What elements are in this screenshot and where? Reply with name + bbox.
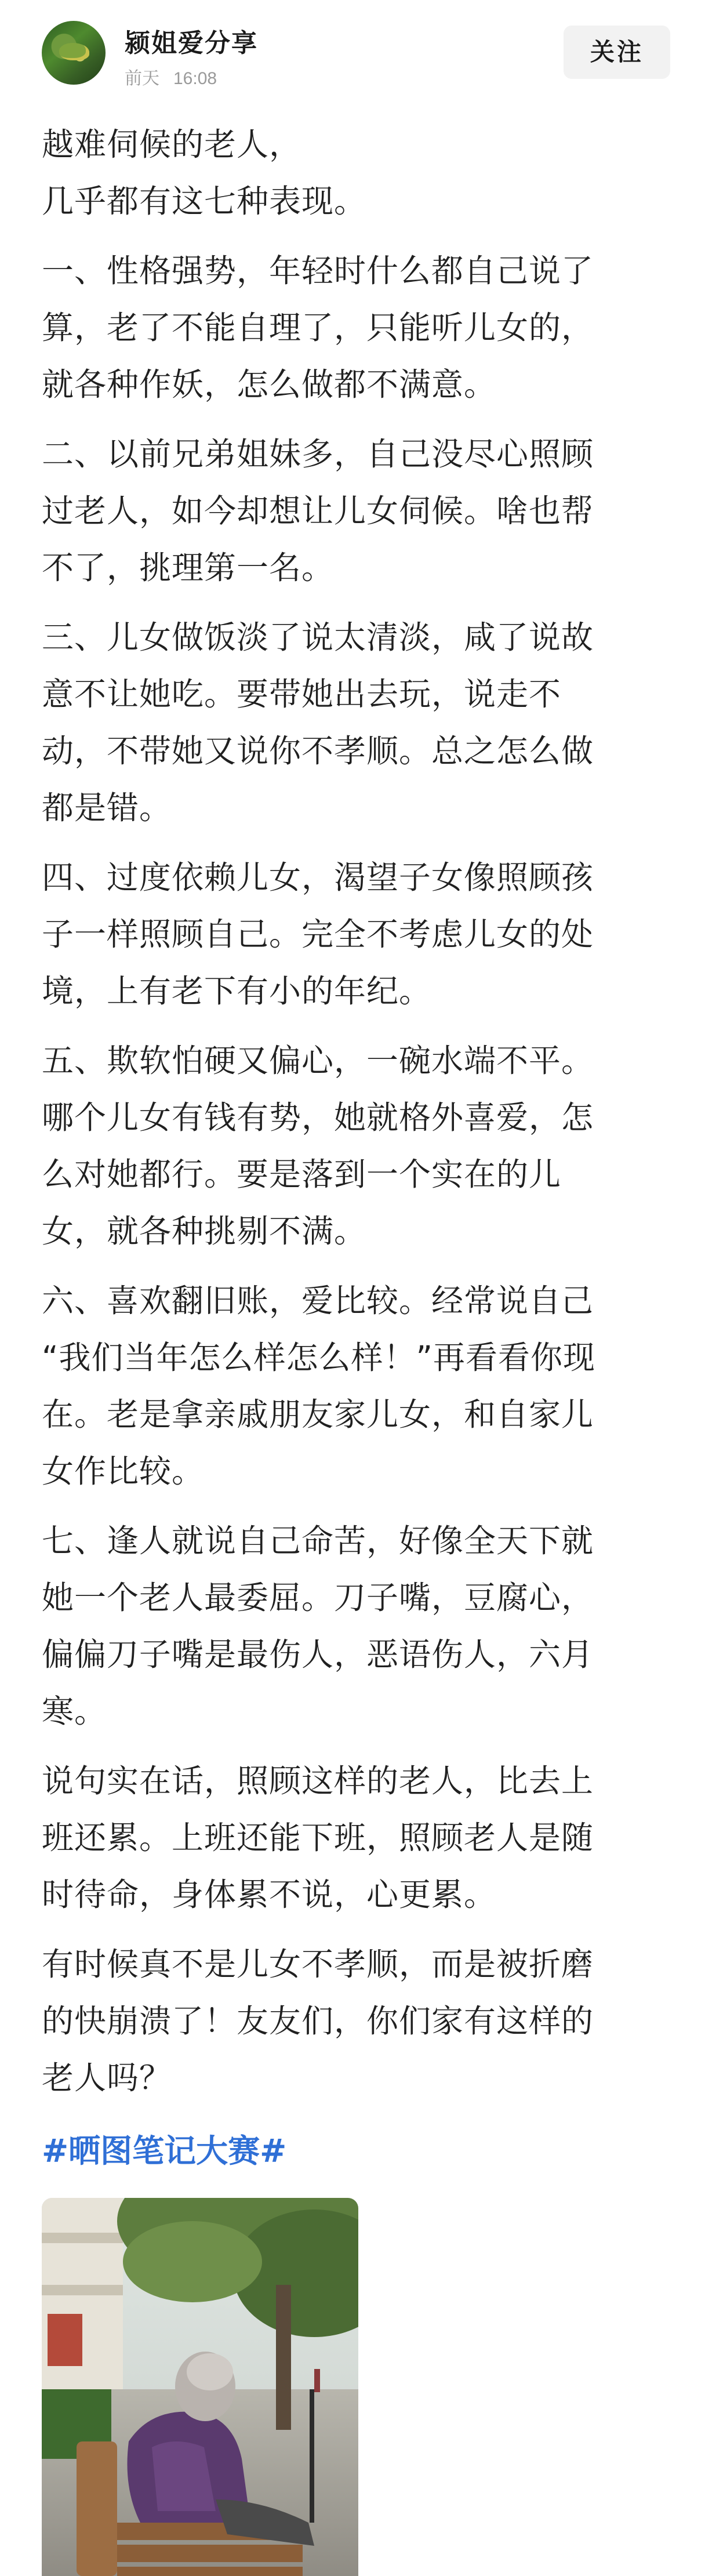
paragraph-line: 过老人，如今却想让儿女伺候。啥也帮 [42, 492, 594, 529]
paragraph-line: 三、儿女做饭淡了说太清淡，咸了说故 [42, 619, 594, 656]
post-timestamp [125, 64, 217, 89]
paragraph-line: 哪个儿女有钱有势，她就格外喜爱，怎 [42, 1099, 594, 1136]
post-paragraph [42, 242, 668, 413]
paragraph-line: 时待命，身体累不说，心更累。 [42, 1876, 497, 1913]
post-paragraph [42, 1032, 668, 1260]
post-paragraph [42, 426, 668, 596]
paragraph-line: 几乎都有这七种表现。 [42, 183, 367, 220]
paragraph-line: 意不让她吃。要带她出去玩，说走不 [42, 676, 562, 713]
paragraph-line: 么对她都行。要是落到一个实在的儿 [42, 1156, 562, 1193]
author-avatar[interactable] [42, 21, 106, 85]
paragraph-line: 的快崩溃了！友友们，你们家有这样的 [42, 2002, 594, 2040]
paragraph-line: 都是错。 [42, 789, 172, 826]
paragraph-line: 班还累。上班还能下班，照顾老人是随 [42, 1819, 594, 1856]
paragraph-line: 寒。 [42, 1693, 107, 1730]
post-paragraph [42, 1753, 668, 1923]
paragraph-line: 子一样照顾自己。完全不考虑儿女的处 [42, 916, 594, 953]
paragraph-line: 六、喜欢翻旧账，爱比较。经常说自己 [42, 1282, 594, 1319]
paragraph-line: 女作比较。 [42, 1453, 205, 1490]
paragraph-line: 五、欺软怕硬又偏心，一碗水端不平。 [42, 1042, 594, 1079]
paragraph-line: 她一个老人最委屈。刀子嘴，豆腐心， [42, 1579, 594, 1616]
paragraph-line: 算，老了不能自理了，只能听儿女的， [42, 309, 594, 346]
paragraph-line: 在。老是拿亲戚朋友家儿女，和自家儿 [42, 1396, 594, 1433]
post-paragraph [42, 609, 668, 836]
post-photo[interactable] [42, 2198, 358, 2576]
paragraph-line: 不了，挑理第一名。 [42, 549, 335, 586]
paragraph-line: 越难伺候的老人， [42, 126, 302, 163]
post-paragraph [42, 116, 668, 230]
paragraph-line: 就各种作妖，怎么做都不满意。 [42, 366, 497, 403]
paragraph-line: 偏偏刀子嘴是最伤人，恶语伤人，六月 [42, 1636, 594, 1673]
post-header [0, 0, 705, 104]
author-name[interactable]: 颍姐爱分享 [125, 28, 258, 58]
bird-icon [59, 43, 89, 60]
paragraph-line: 动，不带她又说你不孝顺。总之怎么做 [42, 732, 594, 770]
hashtag-link[interactable]: #晒图笔记大赛# [42, 2132, 287, 2169]
follow-button[interactable]: 关注 [564, 26, 670, 79]
paragraph-line: 四、过度依赖儿女，渴望子女像照顾孩 [42, 859, 594, 896]
paragraph-line: 有时候真不是儿女不孝顺，而是被折磨 [42, 1946, 594, 1983]
paragraph-line: 女，就各种挑剔不满。 [42, 1213, 367, 1250]
post-paragraph [42, 1512, 668, 1740]
elderly-woman-on-bench-image [42, 2198, 358, 2576]
post-day: 前天 [125, 69, 159, 88]
paragraph-line: 七、逢人就说自己命苦，好像全天下就 [42, 1522, 594, 1559]
post-body [42, 116, 668, 2119]
paragraph-line: 说句实在话，照顾这样的老人，比去上 [42, 1762, 594, 1799]
paragraph-line: 境，上有老下有小的年纪。 [42, 973, 432, 1010]
post-paragraph [42, 1936, 668, 2106]
post-paragraph [42, 1272, 668, 1500]
post-paragraph [42, 849, 668, 1019]
paragraph-line: “我们当年怎么样怎么样！”再看看你现 [42, 1339, 595, 1376]
paragraph-line: 老人吗？ [42, 2059, 172, 2096]
paragraph-line: 一、性格强势，年轻时什么都自己说了 [42, 252, 594, 289]
paragraph-line: 二、以前兄弟姐妹多，自己没尽心照顾 [42, 436, 594, 473]
post-clock-time: 16:08 [173, 69, 217, 88]
